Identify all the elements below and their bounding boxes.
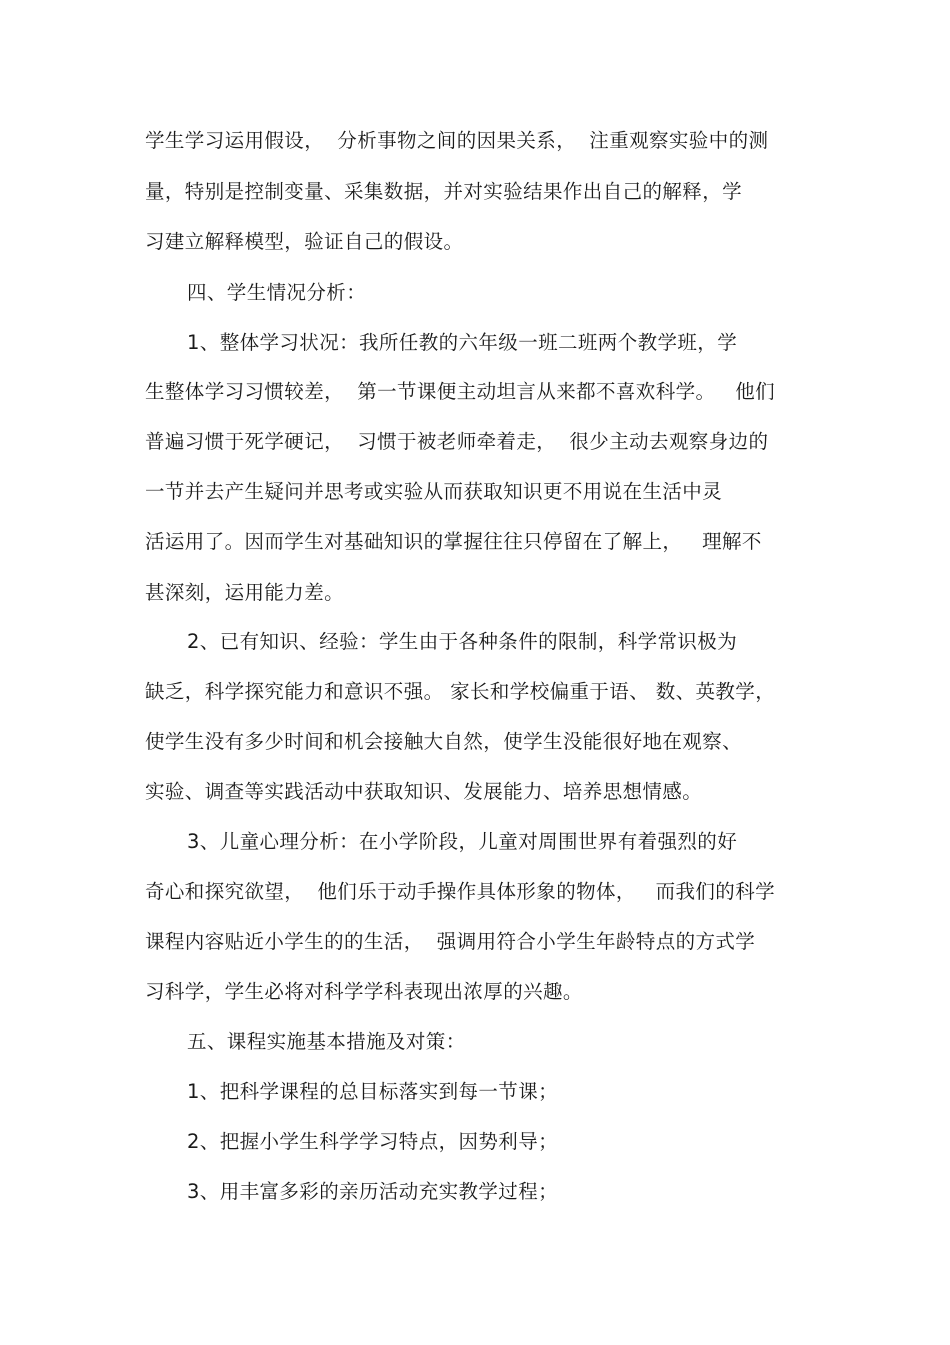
- text-line: 习科学，学生必将对科学学科表现出浓厚的兴趣。: [145, 980, 583, 1003]
- text-line: 普遍习惯于死学硬记， 习惯于被老师牵着走， 很少主动去观察身边的: [145, 430, 769, 453]
- text-line: 实验、调查等实践活动中获取知识、发展能力、培养思想情感。: [145, 780, 703, 803]
- section-heading: 四、学生情况分析：: [187, 281, 367, 304]
- list-item: 1、把科学课程的总目标落实到每一节课；: [187, 1080, 559, 1103]
- text-line: 奇心和探究欲望， 他们乐于动手操作具体形象的物体， 而我们的科学: [145, 880, 775, 903]
- paragraph-start-line: 2、已有知识、经验：学生由于各种条件的限制，科学常识极为: [187, 630, 738, 653]
- text-line: 使学生没有多少时间和机会接触大自然，使学生没能很好地在观察、: [145, 730, 743, 753]
- text-line: 量，特别是控制变量、采集数据，并对实验结果作出自己的解释，学: [145, 180, 743, 203]
- paragraph-start-line: 3、儿童心理分析：在小学阶段，儿童对周围世界有着强烈的好: [187, 830, 738, 853]
- text-line: 生整体学习习惯较差， 第一节课便主动坦言从来都不喜欢科学。 他们: [145, 380, 775, 403]
- text-line: 习建立解释模型，验证自己的假设。: [145, 230, 464, 253]
- list-item: 3、用丰富多彩的亲历活动充实教学过程；: [187, 1180, 559, 1203]
- section-heading: 五、课程实施基本措施及对策：: [187, 1030, 466, 1053]
- list-item: 2、把握小学生科学学习特点，因势利导；: [187, 1130, 559, 1153]
- text-line: 活运用了。因而学生对基础知识的掌握往往只停留在了解上， 理解不: [145, 530, 762, 553]
- paragraph-start-line: 1、整体学习状况：我所任教的六年级一班二班两个教学班，学: [187, 331, 738, 354]
- text-line: 学生学习运用假设， 分析事物之间的因果关系， 注重观察实验中的测: [145, 129, 769, 152]
- text-line: 课程内容贴近小学生的的生活， 强调用符合小学生年龄特点的方式学: [145, 930, 756, 953]
- text-line: 一节并去产生疑问并思考或实验从而获取知识更不用说在生活中灵: [145, 480, 723, 503]
- text-line: 缺乏，科学探究能力和意识不强。 家长和学校偏重于语、 数、英教学，: [145, 680, 776, 703]
- text-line: 甚深刻，运用能力差。: [145, 581, 345, 604]
